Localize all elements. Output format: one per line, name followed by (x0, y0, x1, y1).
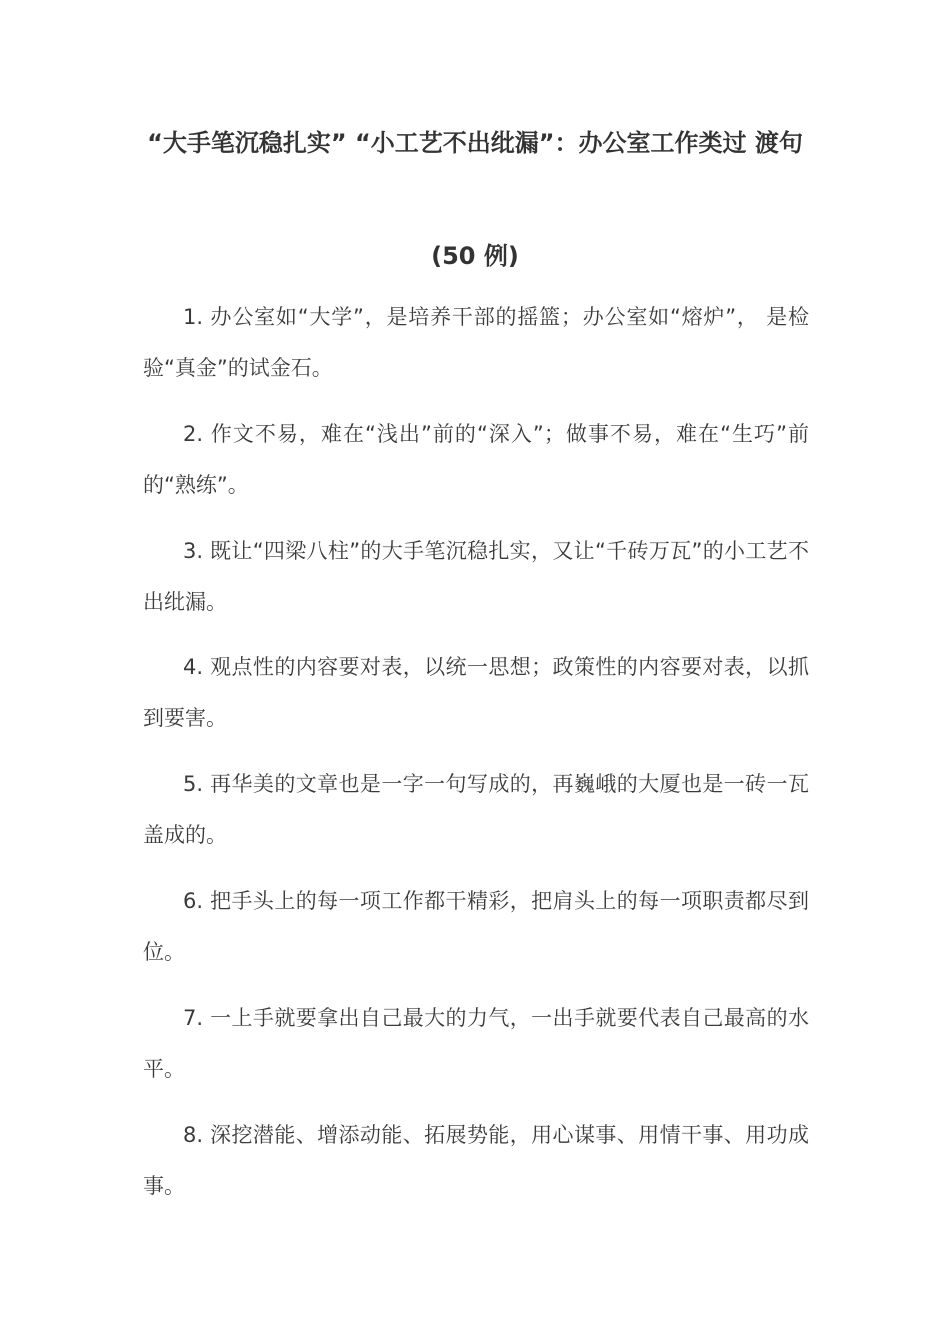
list-item-3: 3. 既让“四梁八柱”的大手笔沉稳扎实，又让“千砖万瓦”的小工艺不出纰漏。 (143, 538, 809, 614)
list-item-5: 5. 再华美的文章也是一字一句写成的，再巍峨的大厦也是一砖一瓦盖成的。 (143, 772, 809, 848)
item-list (143, 292, 809, 1226)
document-subtitle: (50 例) (431, 242, 519, 270)
list-item-7: 7. 一上手就要拿出自己最大的力气，一出手就要代表自己最高的水平。 (143, 1005, 809, 1081)
document-title: “大手笔沉稳扎实” “小工艺不出纰漏”：办公室工作类过 渡句 (147, 129, 803, 157)
list-item-1: 1. 办公室如“大学”，是培养干部的摇篮；办公室如“熔炉”， 是检验“真金”的试金石。 (143, 305, 809, 380)
list-item-2: 2. 作文不易，难在“浅出”前的“深入”；做事不易，难在“生巧”前的“熟练”。 (143, 421, 809, 497)
list-item-4: 4. 观点性的内容要对表，以统一思想；政策性的内容要对表，以抓到要害。 (143, 655, 809, 731)
list-item-8: 8. 深挖潜能、增添动能、拓展势能，用心谋事、用情干事、用功成事。 (143, 1122, 809, 1198)
list-item-6: 6. 把手头上的每一项工作都干精彩，把肩头上的每一项职责都尽到位。 (143, 888, 809, 964)
